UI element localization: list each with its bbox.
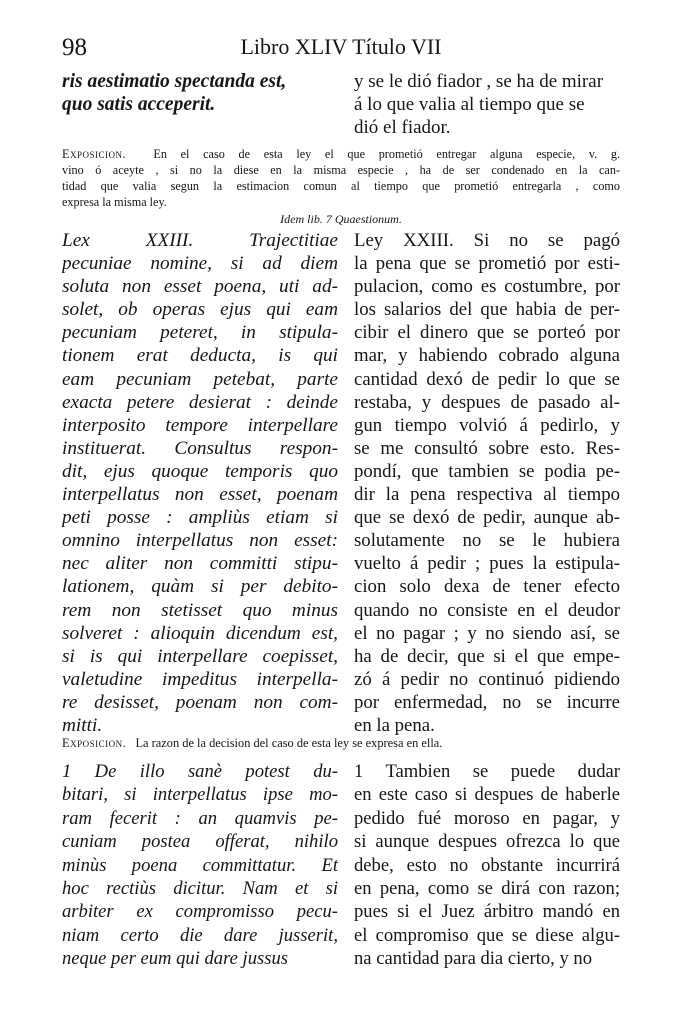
exposicion-line [62, 146, 620, 162]
latin-line: tionem erat deducta, is qui [62, 345, 338, 367]
spanish-line: dir la pena respectiva al tiempo [354, 484, 620, 506]
latin-line: ram fecerit : an quamvis pe- [62, 807, 338, 829]
latin-line: solet, ob operas ejus qui eam [62, 299, 338, 321]
spanish-line: zó á pedir no continuó pidiendo [354, 668, 620, 690]
section1-latin-column [62, 760, 338, 971]
spanish-line: cantidad dexó de pedir lo que se [354, 368, 620, 390]
spanish-line: mar, y habiendo cobrado alguna [354, 345, 620, 367]
page-header [0, 34, 682, 68]
latin-line: arbiter ex compromisso pecu- [62, 901, 338, 923]
exposicion-label: Exposicion. [62, 736, 127, 750]
exposicion-block-1 [62, 146, 620, 210]
latin-line: niam certo die dare jusserit, [62, 924, 338, 946]
latin-line: bitari, si interpellatus ipse mo- [62, 784, 338, 806]
latin-line: eam pecuniam petebat, parte [62, 368, 338, 390]
spanish-line: quando no consiste en el deudor [354, 599, 620, 621]
spanish-line: en pena, como se dirá con razon; [354, 878, 620, 900]
section1-spanish-column [354, 760, 620, 971]
latin-line: minùs poena committatur. Et [62, 854, 338, 876]
latin-line: interpellatus non esset, poenam [62, 484, 338, 506]
spanish-line: restaba, y despues de pasado al- [354, 391, 620, 413]
latin-line: neque per eum qui dare jussus [62, 948, 289, 970]
exposicion-text: expresa la misma ley. [62, 195, 167, 209]
latin-line: cuniam postea offerat, nihilo [62, 831, 338, 853]
spanish-line: en este caso si despues de haberle [354, 784, 620, 806]
spanish-line: los salarios del que habia de per- [354, 299, 620, 321]
spanish-line: ha de decir, que si el que empe- [354, 645, 620, 667]
spanish-line: pues si el Juez árbitro mandó en [354, 901, 620, 923]
spanish-line: pondí, que tambien se podia pe- [354, 460, 620, 482]
law-spanish-column [354, 229, 620, 737]
spanish-line: que se dexó de pedir, aunque ab- [354, 507, 620, 529]
latin-line: soluta non esset poena, uti ad- [62, 276, 338, 298]
spanish-line: y se le dió fiador , se ha de mirar [354, 71, 604, 92]
spanish-line: dió el fiador. [354, 117, 451, 138]
spanish-line: el compromiso que se diese algu- [354, 924, 620, 946]
latin-line: rem non stetisset quo minus [62, 599, 338, 621]
spanish-line: gun tiempo volvió á pedirlo, y [354, 414, 620, 436]
spanish-line: por enfermedad, no se incurre [354, 691, 620, 713]
spanish-line: la pena que se prometió por esti- [354, 253, 620, 275]
law-latin-column [62, 229, 338, 737]
latin-line: exacta petere desierat : deinde [62, 391, 338, 413]
exposicion-text: tidad que valia segun la estimacion comun al tiempo que prometió entregarla , como [62, 179, 620, 193]
spanish-line: debe, esto no obstante incurrirá [354, 854, 620, 876]
latin-line: hoc rectiùs dicitur. Nam et si [62, 878, 338, 900]
spanish-line: vuelto á pedir ; pues la estipula- [354, 553, 620, 575]
spanish-line: cibir el dinero que se porteó por [354, 322, 620, 344]
source-citation: Idem lib. 7 Quaestionum. [280, 212, 402, 226]
latin-line: si is qui interpellare coepisset, [62, 645, 338, 667]
latin-line: dit, ejus quoque temporis quo [62, 460, 338, 482]
exposicion-text: vino ó aceyte , si no la diese en la misma especie , ha de ser condenado en la can- [62, 163, 620, 177]
spanish-line: se me consultó sobre esto. Res- [354, 437, 620, 459]
running-title: Libro XLIV Título VII [240, 34, 442, 59]
exposicion-text: La razon de la decision del caso de esta ley se expresa en ella. [135, 736, 443, 750]
latin-line: ris aestimatio spectanda est, [62, 71, 287, 92]
top-spanish-column [354, 70, 620, 139]
latin-line: interposito tempore interpellare [62, 414, 338, 436]
exposicion-text: En el caso de esta ley el que prometió entregar alguna especie, v. g. [153, 147, 620, 161]
spanish-line: 1 Tambien se puede dudar [354, 761, 620, 782]
latin-line: quo satis acceperit. [62, 94, 216, 115]
latin-line: re desisset, poenam non com- [62, 691, 338, 713]
exposicion-label: Exposicion. [62, 147, 126, 161]
spanish-line: si aunque despues ofrezca lo que [354, 831, 620, 853]
spanish-line: pedido fué moroso en pagar, y [354, 807, 620, 829]
spanish-line: á lo que valia al tiempo que se [354, 94, 585, 115]
latin-line: valetudine impeditus interpella- [62, 668, 338, 690]
latin-line: 1 De illo sanè potest du- [62, 761, 338, 782]
spanish-line: pulacion, como es costumbre, por [354, 276, 620, 298]
spanish-line: cion solo dexa de tener efecto [354, 576, 620, 598]
latin-line: instituerat. Consultus respon- [62, 437, 338, 459]
latin-line: pecuniae nomine, si ad diem [62, 253, 338, 275]
exposicion-line [62, 162, 620, 178]
latin-line: omnino interpellatus non esset: [62, 530, 338, 552]
latin-line: mitti. [62, 714, 103, 736]
latin-line: peti posse : ampliùs etiam si [62, 507, 338, 529]
spanish-line: en la pena. [354, 714, 435, 736]
latin-line: nec aliter non committi stipu- [62, 553, 338, 575]
spanish-line: solutamente no se le hubiera [354, 530, 620, 552]
exposicion-block-2 [62, 735, 620, 751]
latin-line: solveret : alioquin dicendum est, [62, 622, 338, 644]
exposicion-line [62, 178, 620, 194]
page-number: 98 [62, 34, 87, 61]
spanish-line: el no pagar ; y no siendo así, se [354, 622, 620, 644]
latin-line: lationem, quàm si per debito- [62, 576, 338, 598]
latin-line: pecuniam peteret, in stipula- [62, 322, 338, 344]
exposicion-line [62, 194, 620, 210]
spanish-line: na cantidad para dia cierto, y no [354, 948, 592, 970]
top-latin-column [62, 70, 338, 116]
spanish-line: Ley XXIII. Si no se pagó [354, 230, 620, 251]
latin-line: Lex XXIII. Trajectitiae [62, 230, 338, 251]
